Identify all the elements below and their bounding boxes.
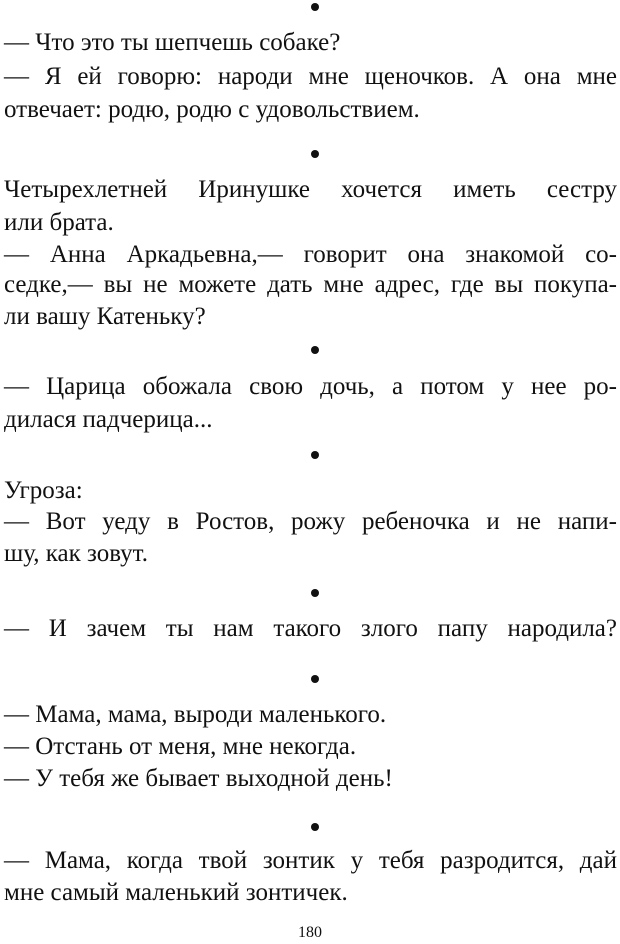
dialogue-line: — И зачем ты нам такого злого папу народила? [4, 615, 617, 642]
section-divider-bullet [311, 589, 319, 597]
section-divider-bullet [311, 3, 319, 11]
dialogue-line: — Мама, когда твой зонтик у тебя разродится, дай [4, 847, 617, 874]
text-line: дилася падчерица... [4, 406, 213, 433]
paragraph-line: Угроза: [4, 477, 83, 504]
page-number: 180 [298, 924, 322, 941]
section-divider-bullet [311, 150, 319, 158]
section-divider-bullet [311, 346, 319, 354]
paragraph-line: Четырехлетней Иринушке хочется иметь сестру [4, 176, 617, 203]
dialogue-line: — Отстань от меня, мне некогда. [4, 733, 357, 760]
section-divider-bullet [311, 675, 319, 683]
dialogue-line: — Вот уеду в Ростов, рожу ребеночка и не напи- [4, 508, 617, 535]
text-line: отвечает: родю, родю с удовольствием. [4, 96, 420, 123]
section-divider-bullet [311, 823, 319, 831]
dialogue-line: — Анна Аркадьевна,— говорит она знакомой со- [4, 241, 617, 268]
dialogue-line: — Я ей говорю: народи мне щеночков. А она мне [4, 63, 617, 90]
text-line: или брата. [4, 209, 114, 236]
text-line: седке,— вы не можете дать мне адрес, где вы покупа- [4, 271, 617, 298]
text-line: мне самый маленький зонтичек. [4, 879, 348, 906]
dialogue-line: — Мама, мама, выроди маленького. [4, 701, 387, 728]
text-line: шу, как зовут. [4, 540, 148, 567]
dialogue-line: — Царица обожала свою дочь, а потом у нее ро- [4, 373, 617, 400]
text-line: ли вашу Катеньку? [4, 303, 206, 330]
section-divider-bullet [311, 451, 319, 459]
dialogue-line: — Что это ты шепчешь собаке? [4, 29, 341, 56]
dialogue-line: — У тебя же бывает выходной день! [4, 765, 393, 792]
